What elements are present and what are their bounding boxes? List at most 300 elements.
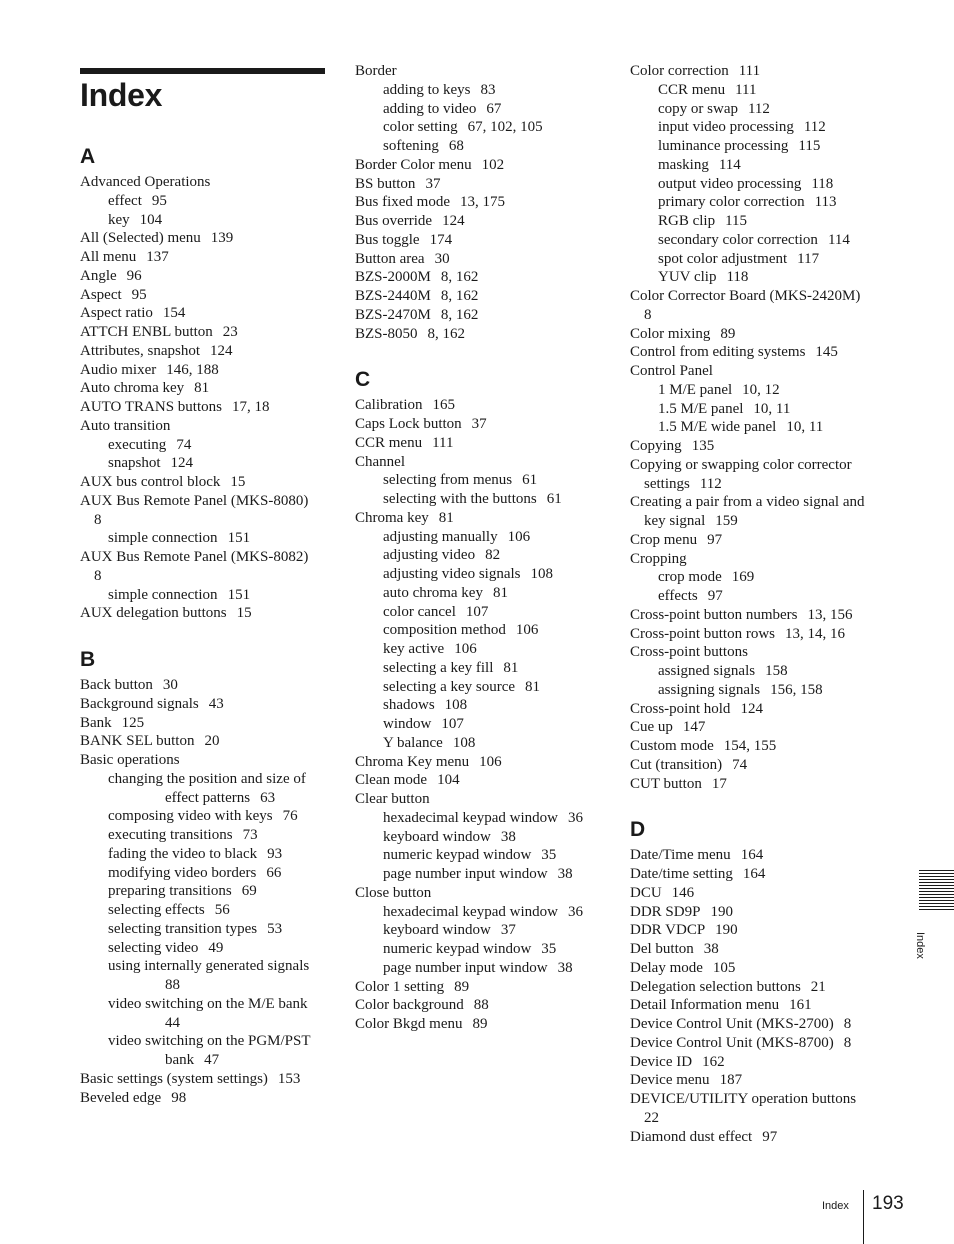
index-entry [630,62,880,81]
entry-term: luminance processing [658,138,789,154]
entry-pages: 161 [789,997,812,1014]
index-entry [355,434,605,453]
entry-pages: 82 [485,547,501,564]
index-entry [630,550,880,569]
entry-pages: 159 [715,513,738,529]
entry-term: Clear button [355,791,430,807]
index-entry [80,604,328,623]
entry-pages: 162 [702,1053,725,1070]
index-entry [630,1034,880,1053]
entry-pages: 104 [139,211,163,228]
entry-continuation [108,1014,328,1033]
index-subentry [80,586,328,605]
entry-term: Cue up [630,719,673,736]
entry-pages: 38 [557,959,573,976]
entry-pages: 81 [525,678,541,695]
entry-term: Color Corrector Board (MKS-2420M) [630,288,861,304]
entry-pages: 35 [541,847,557,864]
entry-pages: 112 [699,475,722,492]
index-subentry [630,212,880,231]
entry-term: Custom mode [630,738,714,754]
entry-pages: 35 [541,941,557,957]
index-entry [355,453,605,472]
index-entry [630,531,880,550]
entry-term: Back button [80,677,153,693]
index-entry [355,62,605,81]
index-entry [630,1128,880,1147]
index-entry [355,396,605,415]
entry-term: CCR menu [658,81,726,98]
entry-pages: 124 [442,213,465,229]
entry-term: Cross-point button rows [630,625,776,642]
entry-term: secondary color correction [658,231,818,248]
entry-continuation-text: bank [165,1052,195,1068]
index-entry [80,286,328,305]
index-entry [80,379,328,398]
entry-term: executing [108,436,167,453]
index-subentry [355,696,605,715]
entry-pages: 113 [814,194,837,211]
index-subentry [630,400,880,419]
entry-term: preparing transitions [108,883,232,900]
index-subentry [355,137,605,156]
footer-divider [863,1190,864,1244]
entry-term: snapshot [108,455,161,472]
index-entry [355,978,605,997]
index-subentry [355,100,605,119]
index-entry [80,1070,328,1089]
entry-continuation [80,511,328,530]
index-entry [630,1071,880,1090]
entry-pages: 97 [707,531,723,548]
entry-term: AUX bus control block [80,474,221,490]
entry-term: Auto chroma key [80,380,185,397]
entry-term: Color Bkgd menu [355,1016,463,1032]
entry-pages: 95 [151,192,167,209]
entry-term: Background signals [80,695,199,712]
entry-term: AUTO TRANS buttons [80,399,222,415]
entry-pages: 89 [454,978,470,995]
entry-pages: 37 [425,175,441,192]
index-subentry [80,957,328,995]
index-entry [630,325,880,344]
entry-term: Clean mode [355,772,428,789]
entry-term: BANK SEL button [80,733,195,750]
entry-pages: 36 [567,903,583,920]
index-subentry [630,587,880,606]
index-subentry [355,903,605,922]
index-subentry [630,137,880,156]
index-subentry [80,939,328,958]
entry-term: RGB clip [658,213,716,229]
entry-term: adjusting manually [383,528,498,545]
index-subentry [355,118,605,137]
index-subentry [80,770,328,808]
entry-term: All (Selected) menu [80,230,201,247]
entry-pages: 56 [214,902,230,918]
index-entry [355,287,605,306]
index-entry [630,437,880,456]
entry-pages: 96 [126,267,142,284]
entry-term: Device Control Unit (MKS-2700) [630,1016,834,1032]
entry-pages: 164 [740,847,764,864]
index-entry [355,884,605,903]
entry-continuation [108,976,328,995]
entry-pages: 61 [522,472,538,489]
index-entry [630,287,880,325]
entry-continuation-text: settings [644,475,690,492]
index-subentry [355,584,605,603]
index-subentry [355,490,605,509]
index-entry [80,473,328,492]
entry-term: auto chroma key [383,584,483,601]
entry-term: Delegation selection buttons [630,978,801,995]
entry-pages: 63 [260,789,276,806]
index-subentry [80,901,328,920]
entry-continuation [108,789,328,808]
entry-term: composing video with keys [108,808,273,825]
entry-pages: 174 [429,231,453,248]
index-subentry [630,418,880,437]
entry-term: video switching on the M/E bank [108,995,308,1012]
entry-term: Date/Time menu [630,847,731,864]
entry-term: Close button [355,884,432,901]
entry-term: Crop menu [630,531,698,548]
index-section [80,647,328,1107]
entry-term: All menu [80,249,137,265]
entry-pages: 68 [448,138,464,154]
entry-continuation [630,475,880,494]
entry-pages: 108 [444,697,468,714]
entry-term: Border [355,63,397,79]
entry-pages: 164 [742,866,766,882]
entry-term: Chroma Key menu [355,753,470,770]
entry-term: Bus override [355,213,433,229]
index-subentry [80,920,328,939]
entry-term: Basic operations [80,752,180,768]
entry-pages: 88 [473,997,489,1014]
entry-pages: 190 [710,903,733,920]
entry-term: Date/time setting [630,866,733,882]
entry-pages: 37 [500,922,516,939]
entry-pages: 146, 188 [166,361,219,378]
entry-term: BZS-2440M [355,288,431,304]
entry-term: Bus fixed mode [355,194,450,211]
index-entry [355,996,605,1015]
entry-term: Cross-point button numbers [630,606,798,623]
index-subentry [355,621,605,640]
footer-section-label: Index [822,1200,849,1212]
entry-pages: 15 [236,605,252,622]
index-subentry [80,882,328,901]
entry-term: copy or swap [658,100,738,117]
index-entry [80,548,328,586]
entry-term: primary color correction [658,194,805,211]
entry-pages: 93 [267,845,283,862]
entry-pages: 38 [500,828,516,845]
entry-pages: 147 [682,719,706,736]
entry-pages: 53 [267,920,283,937]
entry-term: 1 M/E panel [658,381,733,398]
index-entry [355,325,605,344]
index-entry [630,940,880,959]
index-subentry [355,921,605,940]
entry-pages: 74 [732,756,748,773]
index-entry [80,248,328,267]
entry-term: BS button [355,175,416,192]
entry-pages: 8, 162 [440,288,479,304]
entry-term: effects [658,588,698,604]
entry-term: Button area [355,250,425,267]
entry-term: video switching on the PGM/PST [108,1033,311,1050]
index-entry [355,250,605,269]
entry-pages: 69 [241,883,257,900]
entry-term: Del button [630,941,694,957]
entry-term: Beveled edge [80,1089,162,1106]
index-entry [355,771,605,790]
entry-pages: 10, 12 [742,381,780,398]
index-entry [630,978,880,997]
entry-pages: 114 [718,156,741,173]
index-entry [630,362,880,381]
entry-pages: 83 [480,81,496,98]
entry-pages: 135 [691,438,715,454]
entry-term: masking [658,156,709,173]
entry-pages: 111 [738,63,761,79]
index-entry [80,267,328,286]
entry-term: Cut (transition) [630,756,723,773]
index-subentry [80,529,328,548]
index-subentry [630,662,880,681]
index-subentry [80,995,328,1033]
index-section [630,62,880,793]
index-entry [630,756,880,775]
entry-pages: 8 [644,306,652,323]
entry-pages: 89 [472,1016,488,1032]
index-entry [355,509,605,528]
index-entry [80,398,328,417]
entry-term: window [383,716,432,732]
entry-pages: 165 [432,397,455,414]
entry-term: Cross-point hold [630,700,731,717]
entry-term: key active [383,641,445,657]
entry-term: simple connection [108,586,218,603]
entry-term: assigned signals [658,663,756,679]
index-subentry [80,845,328,864]
index-entry [630,606,880,625]
entry-term: Detail Information menu [630,997,780,1014]
section-letter: C [355,368,371,392]
entry-term: color cancel [383,603,456,620]
entry-term: Creating a pair from a video signal and [630,494,865,511]
index-section [355,62,605,343]
entry-term: adjusting video [383,547,476,564]
entry-pages: 17, 18 [231,399,270,415]
index-subentry [80,807,328,826]
index-subentry [355,81,605,100]
index-entry [80,676,328,695]
page-number: 193 [872,1193,904,1214]
entry-pages: 10, 11 [753,400,791,417]
index-entry [630,643,880,662]
entry-pages: 106 [515,622,539,639]
index-entry [630,921,880,940]
index-entry [630,718,880,737]
entry-term: assigning signals [658,681,761,698]
entry-term: DCU [630,884,662,901]
index-subentry [355,940,605,959]
entry-continuation-text: key signal [644,513,706,529]
entry-term: simple connection [108,530,218,547]
entry-term: modifying video borders [108,864,257,881]
index-entry [630,737,880,756]
entry-pages: 23 [222,324,238,340]
entry-pages: 30 [434,250,450,267]
index-subentry [630,156,880,175]
entry-term: shadows [383,697,435,714]
entry-pages: 30 [162,677,178,693]
index-entry [630,700,880,719]
entry-term: AUX Bus Remote Panel (MKS-8082) [80,549,309,565]
index-subentry [355,959,605,978]
entry-pages: 81 [438,509,454,526]
entry-term: Color correction [630,63,729,79]
entry-pages: 108 [530,566,553,582]
index-subentry [355,565,605,584]
entry-pages: 81 [194,380,210,397]
entry-term: Device Control Unit (MKS-8700) [630,1034,834,1051]
entry-pages: 153 [277,1070,301,1087]
entry-pages: 15 [230,474,246,490]
section-letter: B [80,648,96,671]
entry-term: Auto transition [80,417,171,434]
entry-term: selecting transition types [108,920,258,937]
entry-term: Control from editing systems [630,344,806,361]
page-title: Index [80,77,163,113]
index-entry [80,695,328,714]
entry-pages: 106 [507,528,531,545]
entry-pages: 8 [94,511,102,528]
index-entry [355,156,605,175]
entry-term: 1.5 M/E panel [658,400,744,417]
entry-pages: 10, 11 [786,419,824,436]
entry-pages: 115 [798,138,821,154]
index-entry [80,361,328,380]
entry-term: Diamond dust effect [630,1128,753,1145]
entry-pages: 156, 158 [770,681,823,698]
entry-pages: 38 [703,941,719,957]
entry-pages: 154 [162,305,186,322]
entry-pages: 124 [740,700,763,717]
index-subentry [630,100,880,119]
entry-pages: 106 [454,641,477,657]
entry-pages: 104 [437,772,460,789]
entry-continuation [630,1109,880,1128]
entry-pages: 115 [725,213,748,229]
entry-term: numeric keypad window [383,941,532,957]
index-entry [630,884,880,903]
index-subentry [630,250,880,269]
index-subentry [355,809,605,828]
entry-pages: 158 [765,663,788,679]
entry-term: selecting a key fill [383,659,494,676]
entry-term: hexadecimal keypad window [383,903,558,920]
entry-pages: 114 [827,231,850,248]
index-entry [355,175,605,194]
index-entry [80,492,328,530]
entry-term: selecting from menus [383,472,513,489]
entry-term: Channel [355,453,405,470]
entry-term: Color 1 setting [355,978,445,995]
entry-pages: 97 [707,588,723,604]
index-subentry [80,436,328,455]
index-entry [80,323,328,342]
entry-term: Chroma key [355,509,429,526]
entry-pages: 187 [719,1072,743,1089]
entry-term: keyboard window [383,828,491,845]
index-entry [355,753,605,772]
index-subentry [355,846,605,865]
entry-term: Audio mixer [80,361,157,378]
index-subentry [630,175,880,194]
index-entry [630,775,880,794]
entry-continuation [630,306,880,325]
index-subentry [355,734,605,753]
entry-term: output video processing [658,175,802,192]
entry-term: page number input window [383,959,548,976]
entry-term: Copying or swapping color corrector [630,456,852,473]
index-subentry [80,211,328,230]
thumb-tab-stripes [919,870,954,912]
entry-term: fading the video to black [108,845,258,862]
entry-term: Control Panel [630,363,713,379]
entry-pages: 66 [266,864,282,881]
entry-pages: 106 [479,753,502,770]
entry-pages: 49 [208,939,224,956]
entry-term: Advanced Operations [80,174,211,190]
entry-pages: 37 [471,416,487,432]
entry-pages: 8, 162 [440,269,479,286]
entry-term: input video processing [658,119,794,136]
entry-continuation [630,512,880,531]
index-entry [630,1090,880,1128]
entry-pages: 89 [720,325,736,342]
index-subentry [355,640,605,659]
entry-pages: 145 [815,344,838,361]
entry-pages: 102 [481,156,505,173]
entry-term: executing transitions [108,827,233,843]
entry-pages: 67, 102, 105 [467,119,543,136]
index-entry [355,1015,605,1034]
index-subentry [355,471,605,490]
index-subentry [630,81,880,100]
index-subentry [630,118,880,137]
entry-pages: 38 [557,866,573,882]
entry-term: BZS-2000M [355,269,431,286]
entry-term: Basic settings (system settings) [80,1070,268,1087]
entry-pages: 95 [131,286,147,303]
entry-pages: 146 [671,884,695,901]
index-entry [355,306,605,325]
index-subentry [630,568,880,587]
index-entry [630,1053,880,1072]
entry-term: keyboard window [383,922,491,939]
index-column-2 [355,62,605,1034]
index-subentry [355,659,605,678]
index-entry [80,751,328,770]
entry-pages: 20 [204,733,220,750]
index-entry [630,996,880,1015]
